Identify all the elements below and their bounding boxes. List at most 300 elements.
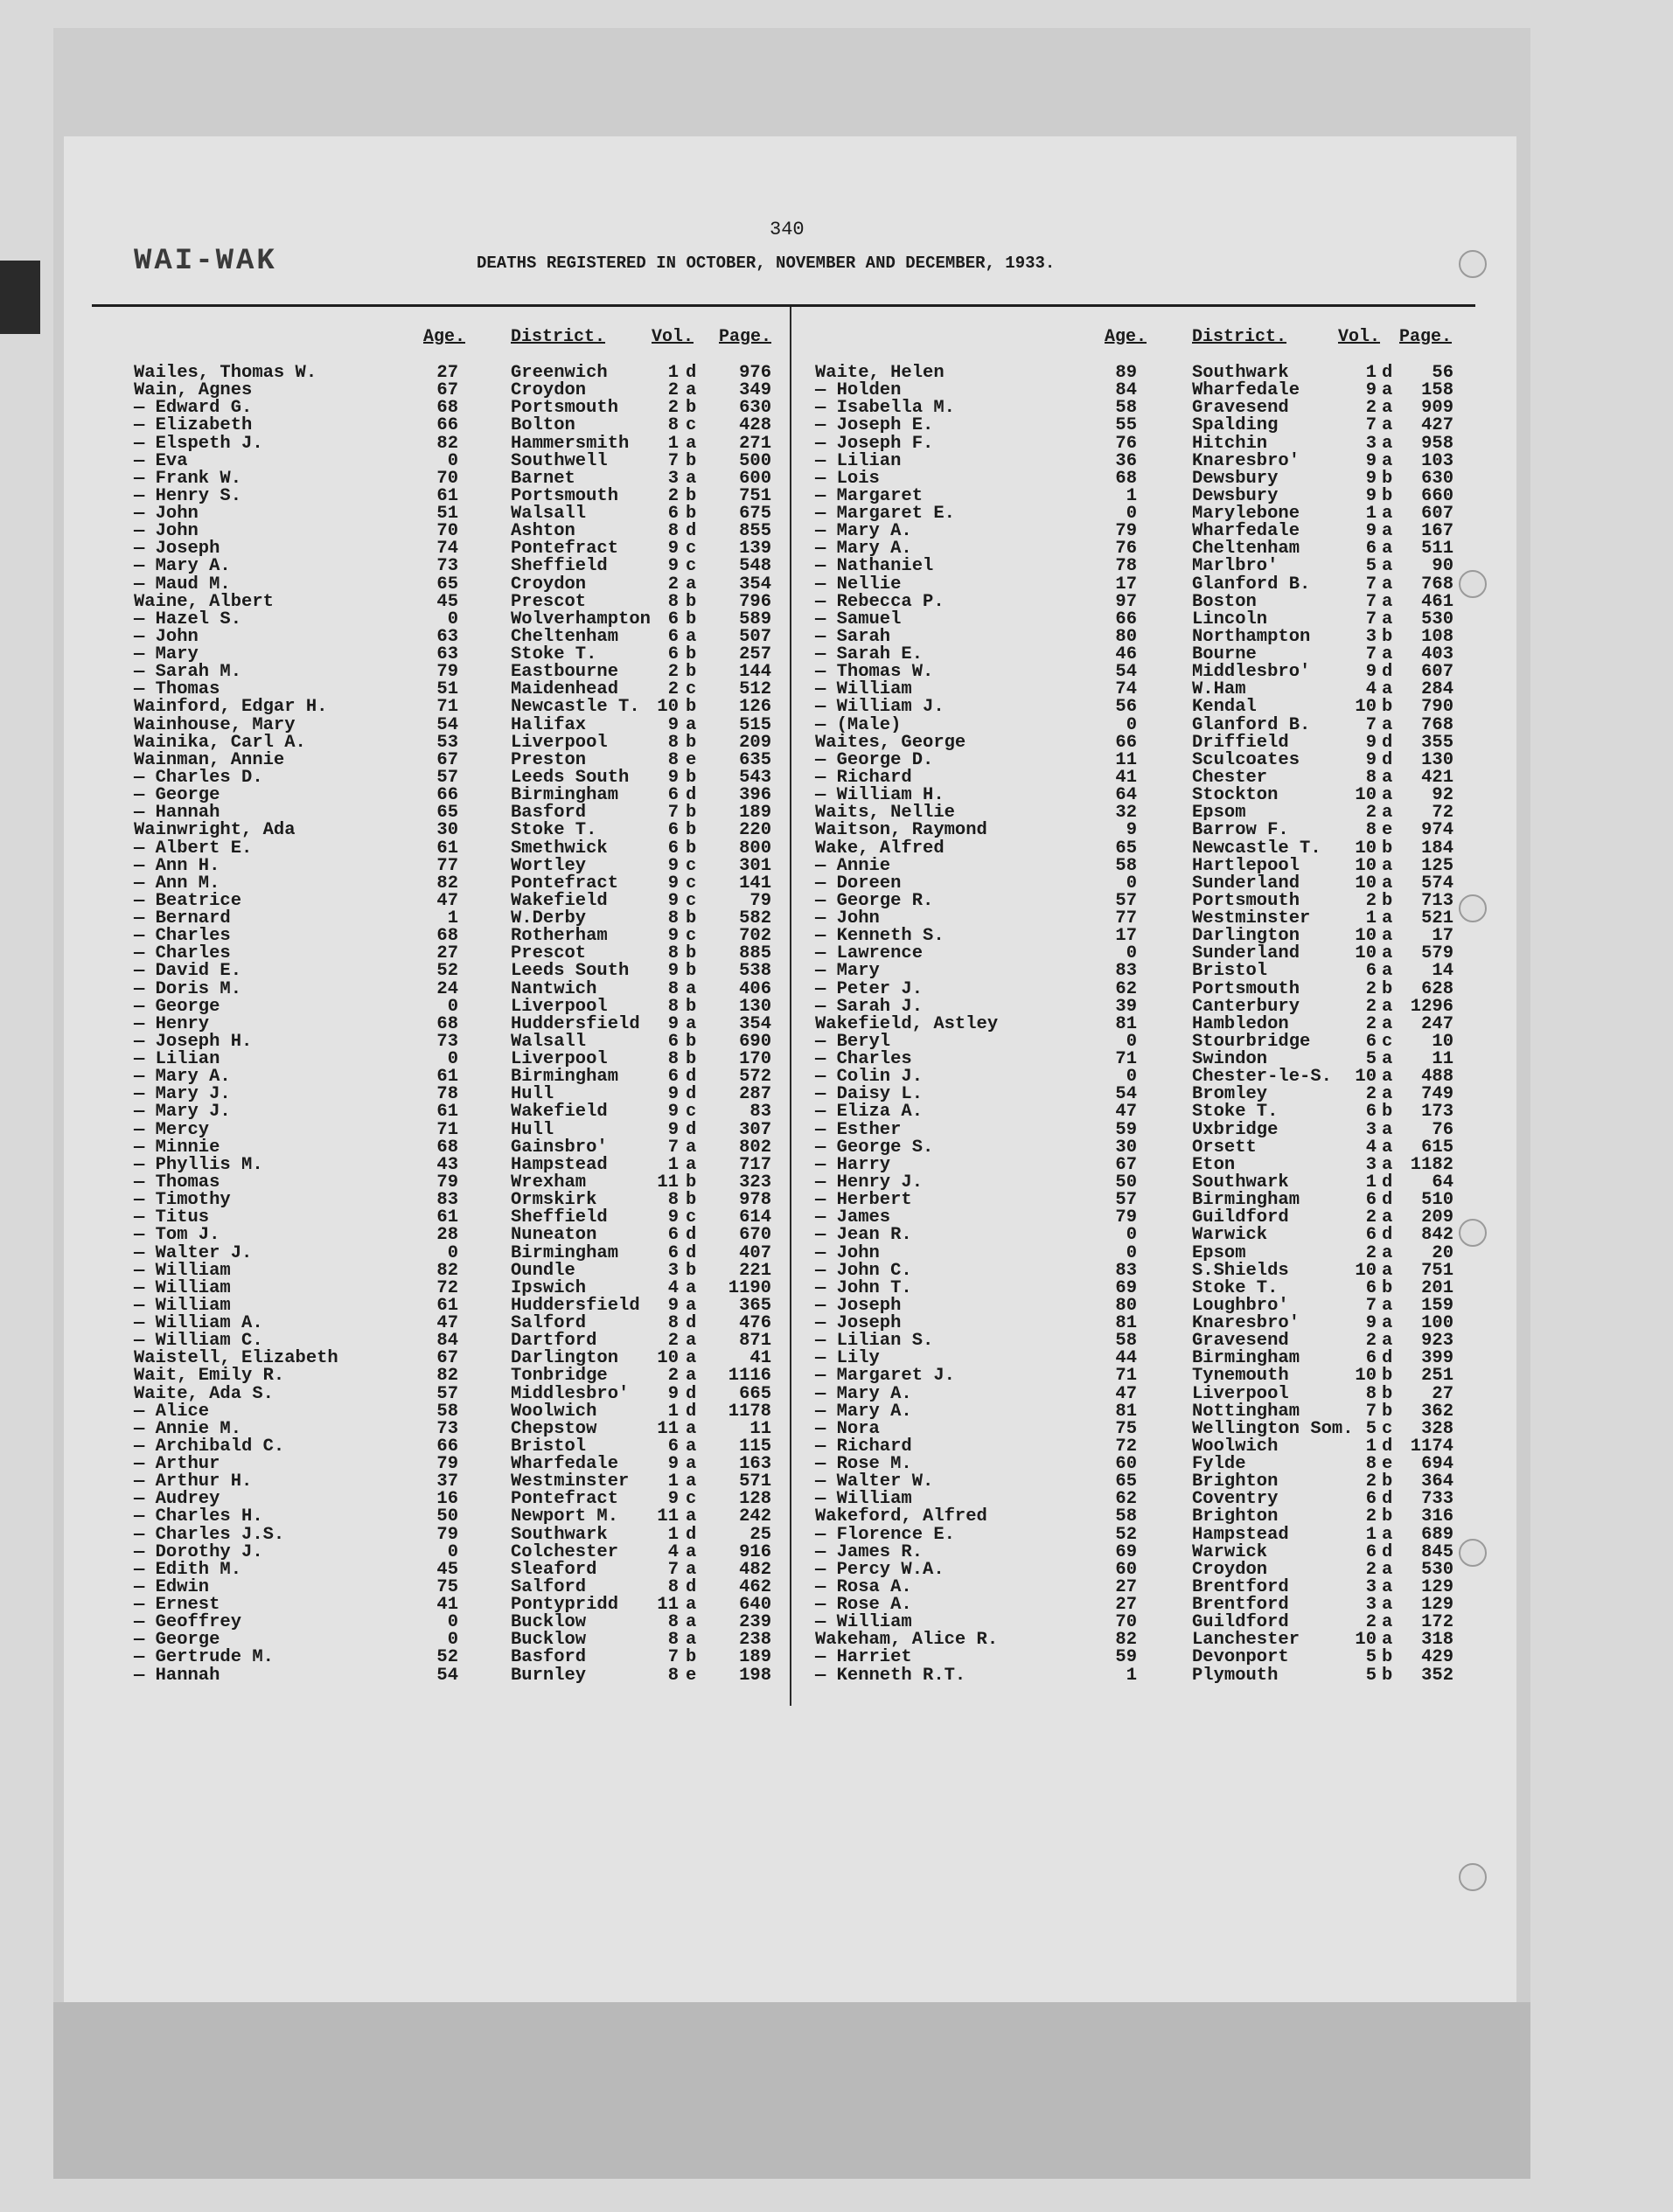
entry-age: 68 [436, 926, 458, 947]
right-page-header: Page. [1399, 327, 1453, 347]
entry-district: Birmingham [511, 785, 619, 806]
entry-age: 80 [1115, 1295, 1137, 1316]
entry-vol-number: 9 [667, 873, 679, 894]
entry-name: — Percy W.A. [815, 1559, 945, 1580]
entry-vol-letter: a [686, 1436, 697, 1457]
entry-row [0, 540, 1673, 558]
entry-name: — Charles H. [134, 1506, 263, 1527]
entry-age: 0 [1126, 1031, 1137, 1052]
entry-vol-letter: a [686, 1348, 697, 1369]
entry-vol-number: 7 [667, 450, 679, 471]
entry-vol-number: 7 [1365, 591, 1377, 612]
right-district-header: District. [1192, 327, 1287, 347]
entry-age: 30 [1115, 1137, 1137, 1158]
entry-district: Bristol [511, 1436, 587, 1457]
entry-vol-number: 7 [1365, 714, 1377, 735]
entry-vol-number: 7 [1365, 609, 1377, 630]
entry-age: 24 [436, 978, 458, 999]
entry-district: Gainsbro' [511, 1137, 608, 1158]
entry-district: Darlington [511, 1348, 619, 1369]
entry-name: — Holden [815, 380, 902, 401]
entry-age: 61 [436, 1207, 458, 1228]
entry-name: — Bernard [134, 908, 231, 929]
entry-district: Pontefract [511, 539, 619, 560]
entry-district: Warwick [1192, 1225, 1268, 1246]
entry-name: — Richard [815, 1436, 912, 1457]
entry-page: 354 [739, 1013, 771, 1034]
entry-vol-number: 9 [667, 926, 679, 947]
entry-age: 50 [1115, 1172, 1137, 1193]
entry-name: — Thomas [134, 679, 220, 700]
entry-vol-number: 1 [1365, 908, 1377, 929]
entry-name: — Daisy L. [815, 1084, 924, 1105]
entry-name: — Eliza A. [815, 1102, 924, 1123]
entry-page: 284 [1421, 679, 1453, 700]
entry-page: 694 [1421, 1454, 1453, 1475]
entry-vol-letter: b [686, 662, 697, 683]
entry-page: 800 [739, 838, 771, 859]
entry-district: Prescot [511, 943, 587, 964]
entry-age: 41 [1115, 767, 1137, 788]
entry-age: 36 [1115, 450, 1137, 471]
entry-name: — Sarah J. [815, 996, 924, 1017]
entry-vol-number: 9 [667, 1295, 679, 1316]
entry-name: Wainman, Annie [134, 749, 285, 770]
entry-vol-number: 6 [667, 820, 679, 841]
entry-vol-letter: a [1382, 926, 1393, 947]
entry-vol-number: 8 [1365, 1454, 1377, 1475]
entry-page: 159 [1421, 1295, 1453, 1316]
entry-page: 251 [1421, 1366, 1453, 1387]
entry-vol-number: 2 [667, 398, 679, 419]
entry-page: 507 [739, 626, 771, 647]
entry-vol-number: 3 [1365, 1119, 1377, 1140]
entry-row [0, 928, 1673, 945]
entry-district: Devonport [1192, 1647, 1289, 1668]
entry-page: 316 [1421, 1506, 1453, 1527]
entry-district: Pontefract [511, 873, 619, 894]
entry-district: Huddersfield [511, 1295, 640, 1316]
entry-name: — George R. [815, 890, 934, 911]
entry-age: 84 [1115, 380, 1137, 401]
entry-vol-letter: c [686, 926, 697, 947]
entry-district: Basford [511, 1647, 587, 1668]
entry-district: Orsett [1192, 1137, 1257, 1158]
entry-age: 72 [1115, 1436, 1137, 1457]
entry-row [0, 804, 1673, 822]
entry-name: — Mary [134, 644, 199, 665]
entry-vol-letter: a [686, 1506, 697, 1527]
entry-vol-letter: d [686, 785, 697, 806]
scan-bottom-margin [53, 2002, 1530, 2179]
entry-page: 349 [739, 380, 771, 401]
entry-district: Liverpool [511, 996, 608, 1017]
entry-age: 17 [1115, 926, 1137, 947]
entry-age: 56 [1115, 697, 1137, 718]
entry-age: 52 [1115, 1524, 1137, 1545]
entry-vol-number: 6 [1365, 539, 1377, 560]
entry-district: Sunderland [1192, 943, 1300, 964]
entry-vol-number: 6 [667, 1225, 679, 1246]
entry-page: 27 [1432, 1383, 1453, 1404]
entry-vol-letter: d [686, 363, 697, 383]
entry-district: Kendal [1192, 697, 1257, 718]
entry-district: Southwark [1192, 1172, 1289, 1193]
entry-district: Salford [511, 1576, 587, 1597]
entry-vol-number: 8 [667, 978, 679, 999]
entry-name: — Kenneth S. [815, 926, 945, 947]
entry-name: Wain, Agnes [134, 380, 253, 401]
entry-name: Wakefield, Astley [815, 1013, 999, 1034]
entry-page: 130 [739, 996, 771, 1017]
entry-row [0, 1649, 1673, 1666]
entry-age: 69 [1115, 1541, 1137, 1562]
entry-vol-letter: c [686, 415, 697, 436]
entry-row [0, 1103, 1673, 1121]
entry-age: 61 [436, 1067, 458, 1088]
entry-vol-number: 10 [1355, 697, 1377, 718]
entry-age: 27 [436, 943, 458, 964]
punch-hole-icon [1459, 1863, 1487, 1891]
entry-row [0, 998, 1673, 1016]
entry-age: 16 [436, 1489, 458, 1510]
entry-vol-number: 2 [1365, 1559, 1377, 1580]
entry-vol-letter: a [1382, 574, 1393, 595]
entry-name: — Nathaniel [815, 556, 934, 577]
entry-district: Plymouth [1192, 1665, 1279, 1686]
entry-age: 66 [436, 785, 458, 806]
entry-age: 83 [1115, 1260, 1137, 1281]
entry-name: Wait, Emily R. [134, 1366, 285, 1387]
entry-age: 83 [436, 1190, 458, 1211]
entry-page: 1182 [1410, 1154, 1453, 1175]
entry-page: 845 [1421, 1541, 1453, 1562]
entry-district: Knaresbro' [1192, 1313, 1300, 1334]
binder-tab [0, 261, 40, 334]
entry-page: 163 [739, 1454, 771, 1475]
entry-vol-letter: a [686, 1331, 697, 1352]
entry-name: — Margaret E. [815, 504, 955, 525]
entry-district: Stoke T. [511, 644, 597, 665]
entry-age: 66 [1115, 609, 1137, 630]
entry-page: 318 [1421, 1630, 1453, 1651]
entry-vol-letter: b [686, 996, 697, 1017]
entry-page: 511 [1421, 539, 1453, 560]
entry-age: 50 [436, 1506, 458, 1527]
entry-age: 1 [447, 908, 458, 929]
page-title: DEATHS REGISTERED IN OCTOBER, NOVEMBER AND DECEMBER, 1933. [477, 254, 1056, 273]
entry-age: 67 [1115, 1154, 1137, 1175]
entry-vol-number: 6 [1365, 1489, 1377, 1510]
entry-age: 57 [1115, 1190, 1137, 1211]
entry-row [0, 646, 1673, 664]
entry-page: 630 [1421, 468, 1453, 489]
entry-name: Waite, Helen [815, 363, 945, 383]
entry-vol-number: 4 [1365, 679, 1377, 700]
entry-name: — Charles D. [134, 767, 263, 788]
entry-age: 67 [436, 380, 458, 401]
entry-age: 0 [1126, 873, 1137, 894]
entry-district: Knaresbro' [1192, 450, 1300, 471]
entry-age: 0 [447, 609, 458, 630]
entry-district: Newport M. [511, 1506, 619, 1527]
entry-district: Liverpool [511, 1049, 608, 1070]
entry-vol-letter: a [1382, 539, 1393, 560]
entry-district: Sunderland [1192, 873, 1300, 894]
entry-district: Cheltenham [511, 626, 619, 647]
entry-vol-letter: b [686, 943, 697, 964]
entry-district: Dewsbury [1192, 468, 1279, 489]
entry-page: 100 [1421, 1313, 1453, 1334]
entry-row [0, 1473, 1673, 1491]
entry-age: 0 [447, 1612, 458, 1633]
index-range: WAI-WAK [134, 245, 277, 278]
entry-vol-letter: b [686, 485, 697, 506]
entry-vol-number: 6 [1365, 1031, 1377, 1052]
entry-name: Waistell, Elizabeth [134, 1348, 338, 1369]
entry-district: Prescot [511, 591, 587, 612]
entry-page: 354 [739, 574, 771, 595]
entry-vol-number: 6 [1365, 1348, 1377, 1369]
entry-vol-letter: d [686, 1225, 697, 1246]
entry-page: 607 [1421, 504, 1453, 525]
entry-vol-letter: b [1382, 697, 1393, 718]
entry-vol-letter: a [1382, 1067, 1393, 1088]
entry-district: Portsmouth [511, 398, 619, 419]
entry-name: — John [815, 1242, 880, 1263]
entry-row [0, 1119, 1673, 1140]
entry-age: 51 [436, 504, 458, 525]
entry-age: 45 [436, 591, 458, 612]
entry-district: Stoke T. [511, 820, 597, 841]
entry-vol-number: 7 [1365, 1295, 1377, 1316]
entry-name: — George [134, 1630, 220, 1651]
entry-page: 427 [1421, 415, 1453, 436]
entry-age: 32 [1115, 803, 1137, 824]
entry-age: 39 [1115, 996, 1137, 1017]
entry-row [0, 382, 1673, 400]
entry-vol-number: 6 [667, 626, 679, 647]
entry-age: 73 [436, 1418, 458, 1439]
entry-name: — Audrey [134, 1489, 220, 1510]
entry-age: 0 [447, 996, 458, 1017]
entry-vol-number: 2 [1365, 1242, 1377, 1263]
entry-name: — William [134, 1295, 231, 1316]
entry-name: Waites, George [815, 732, 966, 753]
entry-row [0, 699, 1673, 716]
entry-name: — Joseph H. [134, 1031, 253, 1052]
entry-district: Southwark [1192, 363, 1289, 383]
entry-row [0, 945, 1673, 963]
entry-vol-letter: c [686, 539, 697, 560]
entry-district: W.Ham [1192, 679, 1246, 700]
entry-name: — Joseph [134, 539, 220, 560]
entry-vol-number: 8 [667, 996, 679, 1017]
entry-vol-letter: c [686, 556, 697, 577]
entry-page: 201 [1421, 1277, 1453, 1298]
entry-age: 62 [1115, 1489, 1137, 1510]
entry-vol-letter: a [1382, 873, 1393, 894]
entry-age: 82 [436, 1260, 458, 1281]
entry-age: 45 [436, 1559, 458, 1580]
entry-vol-number: 5 [1365, 556, 1377, 577]
entry-name: — Mary [815, 961, 880, 982]
entry-vol-letter: a [686, 1612, 697, 1633]
entry-vol-number: 6 [1365, 1225, 1377, 1246]
entry-district: Glanford B. [1192, 574, 1311, 595]
entry-vol-letter: a [1382, 1331, 1393, 1352]
entry-vol-number: 1 [1365, 1436, 1377, 1457]
entry-page: 129 [1421, 1595, 1453, 1616]
entry-name: Wake, Alfred [815, 838, 945, 859]
entry-vol-letter: b [686, 504, 697, 525]
entry-name: — Rebecca P. [815, 591, 945, 612]
entry-vol-number: 2 [667, 380, 679, 401]
entry-name: — Rosa A. [815, 1576, 912, 1597]
entry-vol-letter: a [1382, 1049, 1393, 1070]
entry-page: 167 [1421, 521, 1453, 542]
entry-vol-number: 2 [1365, 803, 1377, 824]
entry-name: — Annie [815, 855, 891, 876]
entry-age: 61 [436, 1295, 458, 1316]
entry-row [0, 1332, 1673, 1350]
entry-vol-letter: e [1382, 820, 1393, 841]
entry-vol-letter: a [1382, 1084, 1393, 1105]
entry-vol-letter: c [686, 873, 697, 894]
entry-name: — William [815, 1489, 912, 1510]
entry-vol-letter: a [1382, 521, 1393, 542]
entry-vol-number: 2 [1365, 1471, 1377, 1492]
entry-vol-number: 9 [667, 855, 679, 876]
entry-vol-number: 6 [667, 1031, 679, 1052]
entry-name: — William C. [134, 1331, 263, 1352]
entry-district: Brentford [1192, 1576, 1289, 1597]
entry-name: — Mary A. [815, 521, 912, 542]
entry-vol-number: 9 [667, 1454, 679, 1475]
entry-vol-letter: b [1382, 1366, 1393, 1387]
entry-page: 10 [1432, 1031, 1453, 1052]
entry-vol-letter: b [686, 644, 697, 665]
entry-vol-letter: a [1382, 803, 1393, 824]
entry-row [0, 910, 1673, 928]
entry-age: 59 [1115, 1119, 1137, 1140]
entry-vol-letter: a [686, 1471, 697, 1492]
entry-page: 125 [1421, 855, 1453, 876]
entry-age: 0 [447, 1630, 458, 1651]
entry-age: 79 [436, 662, 458, 683]
entry-district: Liverpool [511, 732, 608, 753]
entry-vol-letter: a [1382, 380, 1393, 401]
entry-name: — Beryl [815, 1031, 891, 1052]
entry-vol-number: 6 [667, 504, 679, 525]
entry-page: 614 [739, 1207, 771, 1228]
entry-page: 407 [739, 1242, 771, 1263]
entry-age: 27 [1115, 1595, 1137, 1616]
entry-name: — Lilian S. [815, 1331, 934, 1352]
entry-age: 63 [436, 626, 458, 647]
entry-vol-letter: b [686, 697, 697, 718]
entry-name: — Margaret [815, 485, 924, 506]
entry-row [0, 787, 1673, 804]
entry-name: — Thomas W. [815, 662, 934, 683]
entry-district: Croydon [511, 574, 587, 595]
entry-vol-letter: b [686, 908, 697, 929]
entry-district: Stockton [1192, 785, 1279, 806]
entry-age: 70 [1115, 1612, 1137, 1633]
entry-vol-number: 8 [667, 1665, 679, 1686]
entry-district: Wolverhampton [511, 609, 651, 630]
entry-vol-letter: b [686, 732, 697, 753]
entry-name: — Sarah [815, 626, 891, 647]
entry-page: 510 [1421, 1190, 1453, 1211]
entry-page: 885 [739, 943, 771, 964]
entry-age: 46 [1115, 644, 1137, 665]
entry-page: 301 [739, 855, 771, 876]
entry-vol-letter: d [1382, 732, 1393, 753]
entry-district: Westminster [511, 1471, 630, 1492]
entry-row [0, 1013, 1673, 1034]
entry-age: 73 [436, 1031, 458, 1052]
entry-page: 909 [1421, 398, 1453, 419]
entry-vol-letter: a [686, 433, 697, 454]
entry-vol-letter: b [1382, 1102, 1393, 1123]
entry-vol-number: 3 [1365, 1154, 1377, 1175]
entry-vol-number: 6 [667, 1436, 679, 1457]
entry-name: — Doris M. [134, 978, 242, 999]
entry-vol-letter: b [686, 1647, 697, 1668]
entry-row [0, 1174, 1673, 1192]
entry-vol-letter: d [686, 1383, 697, 1404]
entry-row [0, 1559, 1673, 1580]
entry-name: — Mary A. [134, 556, 231, 577]
entry-district: Southwell [511, 450, 608, 471]
entry-name: — Sarah E. [815, 644, 924, 665]
entry-district: Hambledon [1192, 1013, 1289, 1034]
entry-vol-letter: a [1382, 943, 1393, 964]
entry-page: 421 [1421, 767, 1453, 788]
entry-page: 184 [1421, 838, 1453, 859]
entry-page: 796 [739, 591, 771, 612]
entry-district: Chester [1192, 767, 1268, 788]
entry-age: 0 [1126, 1242, 1137, 1263]
entry-page: 257 [739, 644, 771, 665]
entry-age: 0 [447, 450, 458, 471]
entry-name: — Lily [815, 1348, 880, 1369]
entry-page: 1174 [1410, 1436, 1453, 1457]
entry-vol-number: 8 [667, 1190, 679, 1211]
entry-page: 600 [739, 468, 771, 489]
entry-vol-number: 2 [1365, 1084, 1377, 1105]
entry-district: Pontypridd [511, 1595, 619, 1616]
entry-vol-number: 9 [667, 1489, 679, 1510]
entry-vol-number: 8 [1365, 820, 1377, 841]
entry-page: 144 [739, 662, 771, 683]
entry-vol-number: 10 [1355, 1067, 1377, 1088]
entry-name: — Joseph F. [815, 433, 934, 454]
entry-name: Waite, Ada S. [134, 1383, 274, 1404]
entry-vol-letter: d [1382, 749, 1393, 770]
entry-page: 572 [739, 1067, 771, 1088]
entry-district: Darlington [1192, 926, 1300, 947]
entry-age: 76 [1115, 539, 1137, 560]
entry-age: 80 [1115, 626, 1137, 647]
entry-district: Bucklow [511, 1612, 587, 1633]
entry-vol-number: 6 [1365, 1102, 1377, 1123]
entry-vol-letter: b [686, 1049, 697, 1070]
entry-vol-letter: b [686, 609, 697, 630]
entry-page: 11 [1432, 1049, 1453, 1070]
entry-age: 78 [436, 1084, 458, 1105]
